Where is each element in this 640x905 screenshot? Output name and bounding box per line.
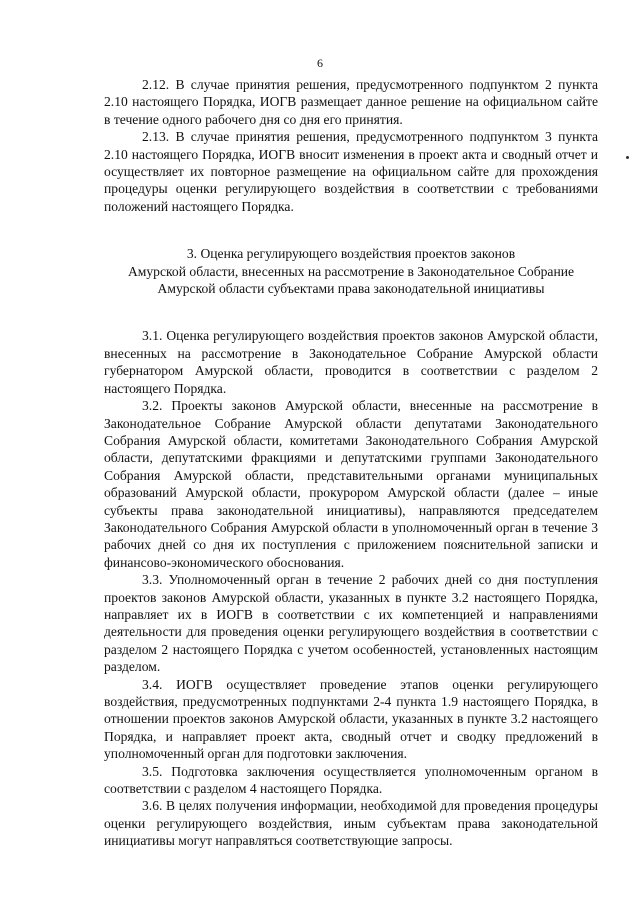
- section-heading-line: Амурской области субъектами права законодательной инициативы: [157, 281, 545, 297]
- paragraph-3-4: 3.4. ИОГВ осуществляет проведение этапов оценки регулирующего воздействия, предусмотренных подпунктами 2-4 пункта 1.9 настоящего Порядка, в отношении проектов законов Амурской области, указанных в пункте 3.2 настоящего Порядка, и направляет проект акта, сводный отчет и сводку предложений в уполномоченный орган для подготовки заключения.: [104, 676, 598, 762]
- page-number: 6: [317, 56, 323, 70]
- document-body: [104, 76, 598, 850]
- section-3-heading: [104, 245, 598, 297]
- paragraph-3-1: 3.1. Оценка регулирующего воздействия проектов законов Амурской области, внесенных на рассмотрение в Законодательное Собрание Амурской области губернатором Амурской области, проводится в соответствии с разделом 2 настоящего Порядка.: [104, 328, 598, 396]
- paragraph-3-6: 3.6. В целях получения информации, необходимой для проведения процедуры оценки регулирующего воздействия, иным субъектам права законодательной инициативы могут направляться соответствующие запросы.: [104, 798, 598, 849]
- paragraph-2-12: 2.12. В случае принятия решения, предусмотренного подпунктом 2 пункта 2.10 настоящего Порядка, ИОГВ размещает данное решение на официальном сайте в течение одного рабочего дня со дня его принятия.: [104, 77, 598, 127]
- paragraph-3-2: 3.2. Проекты законов Амурской области, внесенные на рассмотрение в Законодательное Собрание Амурской области депутатами Законодательного Собрания Амурской области, комитетами Законодательного Собрания Амурской области, депутатскими фракциями и депутатскими группами Законодательного Собрания Амурской области, представительными органами муниципальных образований Амурской области, прокурором Амурской области (далее – иные субъекты права законодательной инициативы), направляются председателем Законодательного Собрания Амурской области в уполномоченный орган в течение 3 рабочих дней со дня их поступления с приложением пояснительной записки и финансово-экономического обоснования.: [104, 398, 598, 570]
- paragraph-3-5: 3.5. Подготовка заключения осуществляется уполномоченным органом в соответствии с разделом 4 настоящего Порядка.: [104, 763, 598, 797]
- paragraph-2-13: 2.13. В случае принятия решения, предусмотренного подпунктом 3 пункта 2.10 настоящего Порядка, ИОГВ вносит изменения в проект акта и сводный отчет и осуществляет их повторное размещение на официальном сайте для прохождения процедуры оценки регулирующего воздействия в соответствии с требованиями положений настоящего Порядка.: [104, 129, 598, 214]
- scan-speck: [626, 156, 629, 159]
- section-heading-line: Амурской области, внесенных на рассмотрение в Законодательное Собрание: [127, 263, 575, 279]
- section-heading-line: 3. Оценка регулирующего воздействия проектов законов: [186, 246, 516, 262]
- paragraph-3-3: 3.3. Уполномоченный орган в течение 2 рабочих дней со дня поступления проектов законов Амурской области, указанных в пункте 3.2 настоящего Порядка, направляет их в ИОГВ в соответствии с их компетенцией и направлениями деятельности для проведения оценки регулирующего воздействия в соответствии с разделом 2 настоящего Порядка с учетом особенностей, установленных настоящим разделом.: [104, 572, 598, 675]
